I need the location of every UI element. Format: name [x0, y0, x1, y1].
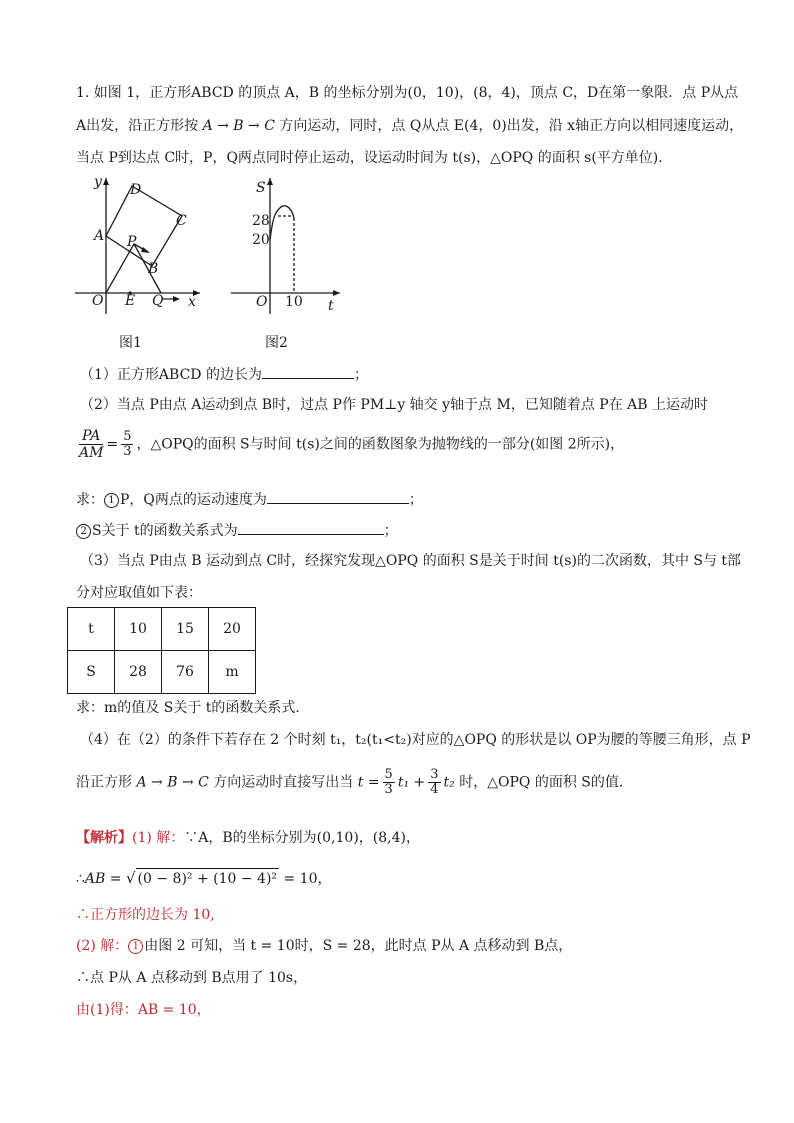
table-row [68, 651, 256, 694]
path-expression-2: A → B → C [136, 774, 209, 791]
question-1 [80, 364, 368, 385]
because-symbol: ∵ [184, 830, 199, 846]
fraction-3-4: $\frac{3}{4}$ [430, 767, 439, 797]
answer-blank-function[interactable] [238, 520, 384, 535]
fig2-label-s: S [256, 180, 266, 196]
value-table [67, 607, 256, 694]
fig2-label-20: 20 [252, 232, 270, 248]
question-2-line-2-rest: ，△OPQ的面积 S与时间 t(s)之间的函数图象为抛物线的一部分(如图 2所示)， [136, 436, 625, 453]
question-2-ask-1: 求： 1 P，Q两点的运动速度为 ； [76, 489, 423, 510]
solution-line-3: ∴正方形的边长为 10, [76, 907, 215, 923]
answer-blank-speed[interactable] [267, 489, 409, 504]
question-4-line-2: 沿正方形 A → B → C 方向运动时直接写出当 t = $\frac{5}{3}$ t₁ + $\frac{3}{4}$ t₂ 时，△OPQ 的面积 S的值． [76, 767, 633, 797]
figure-1 [70, 172, 210, 320]
fig1-label-p: P [127, 234, 137, 250]
fig1-label-x: x [188, 294, 196, 310]
question-1-text: （1）正方形ABCD 的边长为 [80, 367, 262, 383]
question-4-line-1: （4）在（2）的条件下若存在 2 个时刻 t₁，t₂(t₁<t₂)对应的△OPQ 的形状是以 OP为腰的等腰三角形，点 P [80, 732, 751, 748]
fig1-label-o: O [92, 293, 104, 309]
fig1-label-y: y [94, 174, 102, 190]
question-3-line-1: （3）当点 P由点 B 运动到点 C时，经探究发现△OPQ 的面积 S是关于时间 t(s)的二次函数，其中 S与 t部 [80, 553, 742, 569]
parabola-curve [270, 206, 294, 240]
solution-line-2: ∴AB = √ (0 − 8)² + (10 − 4)² = 10， [76, 869, 332, 887]
table-cell: 28 [115, 651, 162, 694]
fig1-label-q: Q [152, 293, 164, 309]
table-cell: 20 [209, 608, 256, 651]
solution-tag: 【解析】 [76, 830, 132, 846]
path-expression: A → B → C [202, 118, 275, 134]
fig1-label-e: E [125, 293, 136, 309]
table-cell: t [68, 608, 115, 651]
question-2-line-2 [76, 428, 624, 461]
fig1-label-c: C [176, 213, 187, 229]
solution-line-6: 由(1)得：AB = 10， [76, 1002, 211, 1018]
fig2-label-o: O [256, 294, 268, 310]
square-abcd [106, 186, 182, 266]
table-row [68, 608, 256, 651]
fraction-5-3-b: $\frac{5}{3}$ [384, 767, 393, 797]
table-cell: 76 [162, 651, 209, 694]
figure-2-caption: 图2 [265, 335, 288, 351]
problem-line-3: 当点 P到达点 C时，P，Q两点同时停止运动，设运动时间为 t(s)，△OPQ 的面积 s(平方单位). [76, 150, 663, 166]
fraction-pa-am: $\frac{PA}{AM}$ [79, 428, 104, 461]
fig1-label-d: D [130, 182, 142, 198]
table-cell: S [68, 651, 115, 694]
equals-sign: = [106, 436, 119, 453]
solution-line-4: (2) 解： 1 由图 2 可知，当 t = 10时，S = 28，此时点 P从 A 点移动到 B点， [76, 938, 573, 954]
question-3-line-2: 分对应取值如下表： [76, 585, 202, 601]
circled-1-icon-solution: 1 [128, 939, 143, 954]
circled-2-icon: 2 [76, 524, 91, 539]
solution-line-5: ∴点 P从 A 点移动到 B点用了 10s， [76, 970, 308, 986]
fig2-label-10: 10 [285, 294, 303, 310]
question-2-ask-2: 2 S关于 t的函数关系式为 ； [76, 520, 398, 541]
table-cell: 10 [115, 608, 162, 651]
fig2-label-t: t [328, 298, 334, 314]
problem-line-2 [76, 116, 743, 136]
problem-line-1: 1. 如图 1，正方形ABCD 的顶点 A，B 的坐标分别为(0，10)，(8，4)，顶点 C，D在第一象限．点 P从点 [76, 85, 739, 101]
figure-1-caption: 图1 [119, 335, 142, 351]
problem-line-2-b: 方向运动，同时，点 Q从点 E(4，0)出发，沿 x轴正方向以相同速度运动， [274, 118, 744, 134]
sqrt-expression: (0 − 8)² + (10 − 4)² [136, 868, 280, 889]
table-cell: 15 [162, 608, 209, 651]
table-cell: m [209, 651, 256, 694]
problem-line-2-a: A出发，沿正方形按 [76, 118, 203, 134]
question-3-after: 求：m的值及 S关于 t的函数关系式． [76, 700, 310, 716]
question-2-line-1: （2）当点 P由点 A运动到点 B时，过点 P作 PM⊥y 轴交 y轴于点 M，已知随着点 P在 AB 上运动时 [80, 397, 708, 413]
circled-1-icon: 1 [104, 493, 119, 508]
fraction-5-3: $\frac{5}{3}$ [123, 429, 132, 459]
fig2-label-28: 28 [252, 213, 270, 229]
answer-blank-1[interactable] [262, 364, 354, 379]
solution-line-1: 【解析】(1) 解：∵A，B的坐标分别为(0,10)，(8,4)， [76, 830, 420, 846]
fig1-label-a: A [94, 228, 105, 244]
question-1-end: ； [353, 367, 368, 383]
fig1-label-b: B [148, 261, 159, 277]
figure-2 [228, 172, 348, 320]
